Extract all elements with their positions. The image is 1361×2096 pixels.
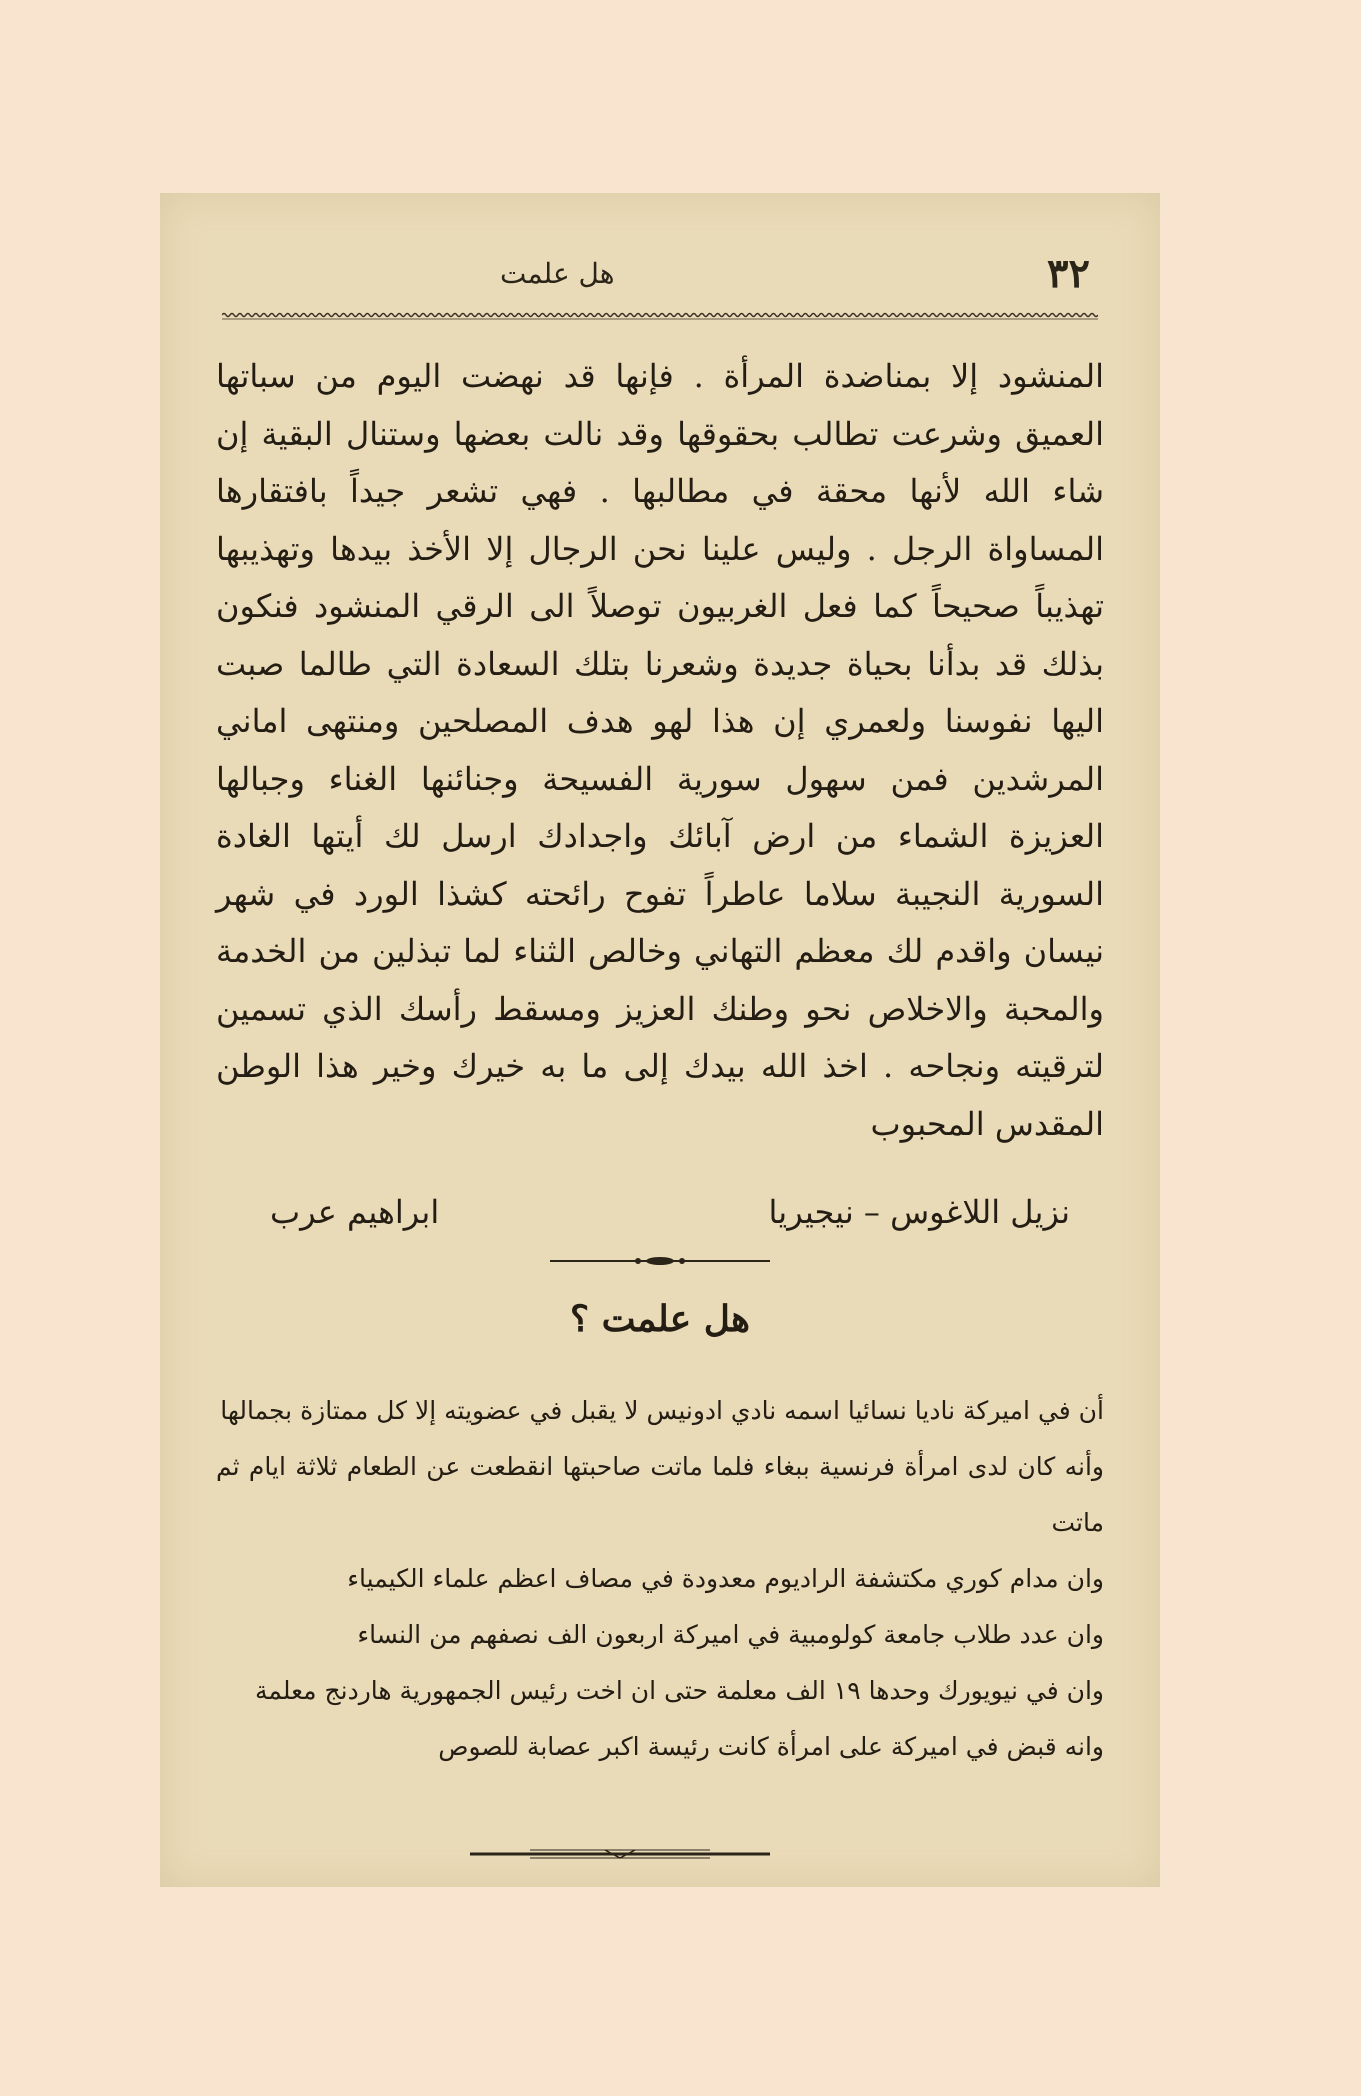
fact-item: وان مدام كوري مكتشفة الراديوم معدودة في مصاف اعظم علماء الكيمياء — [347, 1564, 1104, 1593]
article-paragraph: المنشود إلا بمناضدة المرأة . فإنها قد نهضت اليوم من سباتها العميق وشرعت تطالب بحقوقها وقد نالت بعضها وستنال البقية إن شاء الله لأنها محقة في مطالبها . فهي تشعر جيداً بافتقارها المساواة الرجل . وليس علينا نحن الرجال إلا الأخذ بيدها وتهذيبها تهذيباً صحيحاً كما فعل الغربيون توصلاً الى الرقي المنشود فنكون بذلك قد بدأنا بحياة جديدة وشعرنا بتلك السعادة التي طالما صبت اليها نفوسنا ولعمري إن هذا لهو هدف المصلحين ومنتهى اماني المرشدين فمن سهول سورية الفسيحة وجنائنها الغناء وجبالها العزيزة الشماء من ارض آبائك واجدادك ارسل لك أيتها الغادة السورية النجيبة سلاما عاطراً تفوح رائحته كشذا الورد في شهر نيسان واقدم لك معظم التهاني وخالص الثناء لما تبذلين من الخدمة والمحبة والاخلاص نحو وطنك العزيز ومسقط رأسك الذي تسمين لترقيته ونجاحه . اخذ الله بيدك إلى ما به خيرك وخير هذا الوطن المقدس المحبوب — [216, 357, 1105, 1143]
article-body — [216, 348, 1104, 1153]
page-header — [230, 243, 1090, 303]
fact-item: وانه قبض في اميركة على امرأة كانت رئيسة اكبر عصابة للصوص — [438, 1732, 1104, 1761]
fact-item: أن في اميركة ناديا نسائيا اسمه نادي ادونيس لا يقبل في عضويته إلا كل ممتازة بجمالها — [220, 1396, 1104, 1425]
running-title: هل علمت — [500, 256, 615, 290]
fact-item: وأنه كان لدى امرأة فرنسية ببغاء فلما ماتت صاحبتها انقطعت عن الطعام ثلاثة ايام ثم ماتت — [216, 1452, 1104, 1537]
header-wavy-rule — [222, 311, 1098, 321]
facts-list — [216, 1383, 1104, 1775]
divider-ornament — [550, 1253, 770, 1267]
author-location: نزيل اللاغوس – نيجيريا — [768, 1193, 1070, 1231]
author-name: ابراهيم عرب — [270, 1193, 440, 1231]
section-heading: هل علمت ؟ — [570, 1298, 750, 1340]
fact-item: وان في نيويورك وحدها ١٩ الف معلمة حتى ان اخت رئيس الجمهورية هاردنج معلمة — [254, 1676, 1104, 1705]
page-number: ٣٢ — [1047, 249, 1090, 297]
book-page — [160, 193, 1160, 1887]
end-ornament — [470, 1845, 770, 1857]
fact-item: وان عدد طلاب جامعة كولومبية في اميركة اربعون الف نصفهم من النساء — [357, 1620, 1104, 1649]
article-signature — [270, 1193, 1070, 1231]
